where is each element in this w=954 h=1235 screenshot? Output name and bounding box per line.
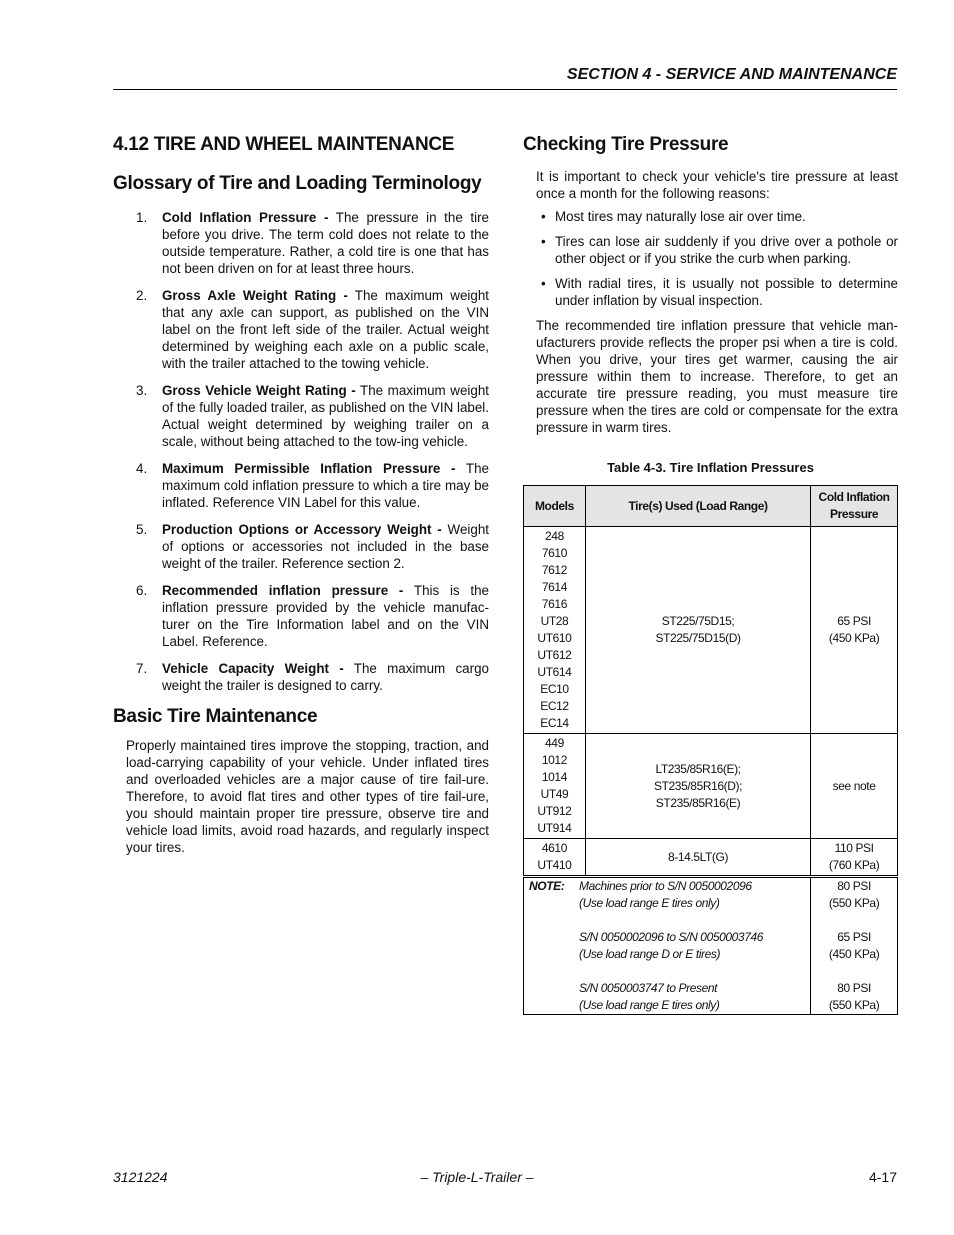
glossary-term: Gross Vehicle Weight Rating - — [162, 383, 356, 398]
pressure-value: 65 PSI — [837, 614, 871, 628]
model-code: EC10 — [540, 682, 569, 696]
glossary-definition: The maximum cargo weight the trailer is designed to carry. — [162, 661, 489, 693]
glossary-definition: The pressure in the tire before you drive. The term cold does not relate to the outside temperature. Rather, a cold tire is one that has not been driven on for at least three hours. — [162, 210, 489, 276]
pressure-value: (550 KPa) — [828, 896, 880, 910]
pressure-value: (550 KPa) — [828, 998, 880, 1012]
tire-spec: ST225/75D15; — [661, 614, 735, 628]
model-code: UT410 — [537, 858, 572, 872]
glossary-number: 3. — [136, 383, 148, 398]
checking-intro: It is important to check your vehicle's tire pressure at least once a month for the following reasons: — [536, 169, 898, 201]
note-line: Machines prior to S/N 0050002096 — [579, 879, 752, 893]
glossary-number: 5. — [136, 522, 148, 537]
models-cell — [524, 527, 586, 734]
glossary-definition: The maximum cold inflation pressure to which a tire may be inflated. Reference VIN Label for this value. — [162, 461, 489, 510]
model-code: UT912 — [537, 804, 572, 818]
glossary-item — [113, 460, 489, 511]
table-row — [524, 839, 898, 877]
model-code: UT610 — [537, 631, 572, 645]
pressure-value: 80 PSI — [837, 981, 871, 995]
basic-maintenance-heading: Basic Tire Maintenance — [113, 706, 318, 727]
note-label: NOTE: — [529, 879, 565, 893]
table-row — [524, 527, 898, 734]
pressure-value: 80 PSI — [837, 879, 871, 893]
glossary-list — [113, 209, 489, 694]
glossary-number: 1. — [136, 210, 148, 225]
glossary-definition: The maximum weight of the fully loaded trailer, as published on the VIN label. Actual weight determined by weighing trailer on a scale, without being attached to the tow-ing vehicle. — [162, 383, 490, 449]
model-code: EC12 — [540, 699, 569, 713]
glossary-item — [113, 660, 489, 694]
reason-item — [536, 275, 898, 309]
models-cell — [524, 734, 586, 839]
glossary-term: Recommended inflation pressure - — [162, 583, 404, 598]
note-text — [579, 980, 810, 1014]
pressure-value: (760 KPa) — [828, 858, 880, 872]
reason-text: With radial tires, it is usually not possible to determine under inflation by visual inspection. — [555, 276, 898, 308]
reason-item — [536, 233, 898, 267]
pressure-value: 110 PSI — [834, 841, 874, 855]
glossary-number: 4. — [136, 461, 148, 476]
glossary-term: Production Options or Accessory Weight - — [162, 522, 442, 537]
model-code: UT914 — [537, 821, 572, 835]
table-header-row — [524, 486, 898, 527]
footer-doc-number: 3121224 — [113, 1169, 168, 1185]
footer-page-number: 4-17 — [868, 1169, 897, 1185]
glossary-term: Vehicle Capacity Weight - — [162, 661, 344, 676]
basic-maintenance-text: Properly maintained tires improve the stopping, traction, and load-carrying capability of your vehicle. Under inflated tires and overloaded vehicles are a major cause of tire fail-ure. Therefore, to avoid flat tires and other types of tire fail-ure, you should maintain proper tire pressure, observe tire and vehicle load limits, avoid road hazards, and regularly inspect your tires. — [126, 738, 489, 855]
pressure-value: (450 KPa) — [828, 631, 880, 645]
glossary-item — [113, 521, 489, 572]
bullet-icon: • — [541, 209, 546, 224]
model-code: UT49 — [540, 787, 569, 801]
glossary-item — [113, 209, 489, 277]
model-code: 7610 — [541, 546, 567, 560]
note-line: (Use load range E tires only) — [579, 998, 720, 1012]
tire-spec: ST235/85R16(E) — [655, 795, 741, 810]
note-pressure — [811, 929, 897, 963]
footer-title: – Triple-L-Trailer – — [420, 1169, 534, 1185]
reason-item — [536, 208, 898, 225]
header-pressure: Cold Inflation Pressure — [811, 486, 898, 527]
glossary-definition: The maximum weight that any axle can support, as published on the VIN label on the front left side of the trailer. Actual weight determined by weighing each axle on a public scale, with the trailer attached to the towing vehicle. — [162, 288, 489, 371]
checking-body: The recommended tire inflation pressure that vehicle man-ufacturers provide reflects the proper psi when a tire is cold. When you drive, your tires get warmer, causing the air pressure within them to increase. Therefore, to get an accurate tire pressure reading, you must measure tire pressure when the tires are cold or compensate for the extra pressure in warm tires. — [536, 318, 898, 435]
glossary-number: 7. — [136, 661, 148, 676]
table-caption: Table 4-3. Tire Inflation Pressures — [607, 460, 814, 475]
model-code: 7614 — [541, 580, 567, 594]
table-row — [524, 734, 898, 839]
pressure-value: see note — [832, 778, 876, 793]
model-code: EC14 — [540, 716, 569, 730]
reasons-list — [536, 208, 898, 309]
left-column — [113, 130, 489, 856]
section-heading: 4.12 TIRE AND WHEEL MAINTENANCE — [113, 134, 455, 155]
note-row — [524, 877, 898, 1015]
pressure-cell — [811, 734, 898, 839]
note-line: (Use load range E tires only) — [579, 896, 720, 910]
section-header-title: SECTION 4 - SERVICE AND MAINTENANCE — [566, 66, 897, 83]
tire-spec: 8-14.5LT(G) — [667, 849, 729, 864]
note-spacer — [529, 980, 579, 1014]
tires-cell — [585, 527, 810, 734]
model-code: 4610 — [541, 841, 567, 855]
header-rule — [113, 89, 897, 90]
model-code: 7616 — [541, 597, 567, 611]
checking-pressure-heading: Checking Tire Pressure — [523, 134, 729, 155]
bullet-icon: • — [541, 234, 546, 249]
glossary-item — [113, 287, 489, 372]
model-code: 1012 — [541, 753, 567, 767]
glossary-item — [113, 582, 489, 650]
pressure-cell — [811, 527, 898, 734]
note-spacer — [529, 929, 579, 963]
note-pressure-cell — [811, 877, 898, 1015]
right-column — [523, 130, 898, 475]
glossary-definition: This is the inflation pressure provided by the vehicle manufac-turer on the Tire Information label and on the VIN Label. Reference. — [162, 583, 489, 649]
model-code: 1014 — [541, 770, 567, 784]
header-tires: Tire(s) Used (Load Range) — [585, 486, 810, 527]
model-code: 248 — [545, 529, 564, 543]
note-text — [579, 929, 810, 963]
glossary-number: 6. — [136, 583, 148, 598]
glossary-definition: Weight of options or accessories not included in the base weight of the trailer. Reference section 2. — [162, 522, 489, 571]
glossary-number: 2. — [136, 288, 148, 303]
header-models: Models — [524, 486, 586, 527]
reason-text: Tires can lose air suddenly if you drive over a pothole or other object or if you strike the curb when parking. — [555, 234, 898, 266]
pressure-value: 65 PSI — [837, 930, 871, 944]
model-code: 7612 — [541, 563, 567, 577]
note-text — [579, 878, 810, 912]
reason-text: Most tires may naturally lose air over time. — [555, 209, 806, 224]
glossary-heading: Glossary of Tire and Loading Terminology — [113, 173, 482, 194]
note-line: S/N 0050003747 to Present — [579, 981, 718, 995]
model-code: UT612 — [537, 648, 572, 662]
model-code: UT614 — [537, 665, 572, 679]
glossary-term: Gross Axle Weight Rating - — [162, 288, 348, 303]
tires-cell — [585, 839, 810, 877]
note-pressure — [811, 980, 897, 1014]
tire-spec: LT235/85R16(E); — [655, 761, 741, 776]
tire-spec: ST225/75D15(D) — [655, 631, 741, 645]
pressure-value: (450 KPa) — [828, 947, 880, 961]
glossary-term: Cold Inflation Pressure - — [162, 210, 329, 225]
bullet-icon: • — [541, 276, 546, 291]
model-code: 449 — [545, 736, 564, 750]
note-line: (Use load range D or E tires) — [579, 947, 721, 961]
glossary-term: Maximum Permissible Inflation Pressure - — [162, 461, 456, 476]
note-line: S/N 0050002096 to S/N 0050003746 — [579, 930, 764, 944]
pressure-cell — [811, 839, 898, 877]
tires-cell — [585, 734, 810, 839]
model-code: UT28 — [540, 614, 569, 628]
note-pressure — [811, 878, 897, 912]
tire-inflation-table — [523, 485, 898, 1015]
glossary-item — [113, 382, 489, 450]
tire-spec: ST235/85R16(D); — [654, 778, 743, 793]
note-cell — [524, 877, 811, 1015]
models-cell — [524, 839, 586, 877]
